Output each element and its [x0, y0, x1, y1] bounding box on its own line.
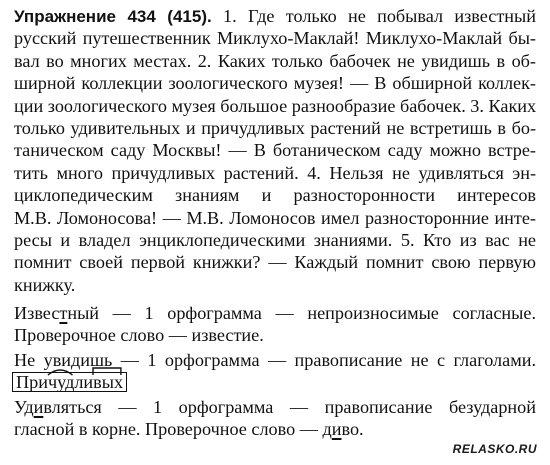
analysis-word4-pre: Уд	[14, 396, 34, 417]
site-watermark: RELASKO.RU	[452, 442, 537, 456]
root-arc-icon	[47, 367, 73, 375]
word3-prefix: При	[16, 372, 48, 393]
ending-corner-icon	[92, 367, 122, 375]
ending-mark	[93, 373, 123, 391]
word3-root: чуд	[47, 372, 75, 393]
word3-suffix: ли	[74, 372, 94, 393]
analysis-line-1	[14, 302, 536, 324]
exercise-line-5: ции зоологического музея большое разнообразие бабочек. 3. Каких	[14, 95, 537, 116]
underlined-letter: т	[59, 303, 68, 324]
exercise-first-line	[14, 5, 536, 27]
exercise-line-11: ресы и владел энциклопедическими знаниями. 5. Кто из вас не	[14, 229, 536, 250]
exercise-line-13: книжку.	[14, 274, 76, 295]
exercise-line-10: М.В. Ломоносова! — М.В. Ломоносов имел разносторонние инте-	[14, 207, 536, 228]
exercise-line-2: русский путешественник Миклухо-Маклай! Миклухо-Маклай бы-	[14, 28, 536, 49]
analysis-line-4	[14, 396, 536, 418]
exercise-line-1: 1. Где только не побывал известный	[223, 6, 536, 26]
analysis-word1-pre: Извес	[14, 303, 60, 324]
exercise-line-8: тить много причудливых растений. 4. Нельзя не удивляться эн-	[14, 162, 536, 183]
analysis-word4-post: вляться — 1 орфограмма — правописание безударной	[43, 396, 536, 417]
exercise-header: Упражнение 434 (415).	[14, 7, 212, 26]
analysis-line-5-post: во.	[341, 419, 364, 440]
analysis-word1-post: ный — 1 орфограмма — непроизносимые согласные.	[67, 303, 536, 324]
exercise-line-4: ширной коллекции зоологического музея! — В обширной коллек-	[14, 73, 536, 94]
exercise-page	[14, 5, 536, 440]
underlined-letter: и	[331, 419, 342, 440]
exercise-line-6: только удивительных и причудливых растений не встретишь в бо-	[14, 117, 536, 138]
analysis-line-5	[14, 418, 536, 440]
analysis-line-1-check: Проверочное слово — известие.	[14, 325, 264, 346]
analysis-line-5-pre: гласной в корне. Проверочное слово — д	[14, 419, 332, 440]
root-mark	[48, 373, 74, 391]
word3-ending: вых	[93, 372, 124, 393]
exercise-line-3: вал во многих местах. 2. Каких только бабочек не увидишь в об-	[14, 50, 536, 71]
exercise-line-12: помнит своей первой книжки? — Каждый помнит свою первую	[14, 252, 536, 273]
exercise-line-7: таническом саду Москвы! — В ботаническом саду можно встре-	[14, 140, 536, 161]
analysis-line-3	[14, 371, 536, 393]
word-analysis-box	[12, 372, 127, 392]
analysis-line-2: Не увидишь — 1 орфограмма — правописание не с глаголами.	[14, 349, 536, 370]
exercise-line-9: циклопедическим знаниям и разносторонности интересов	[14, 185, 536, 206]
underlined-letter: и	[33, 396, 44, 417]
